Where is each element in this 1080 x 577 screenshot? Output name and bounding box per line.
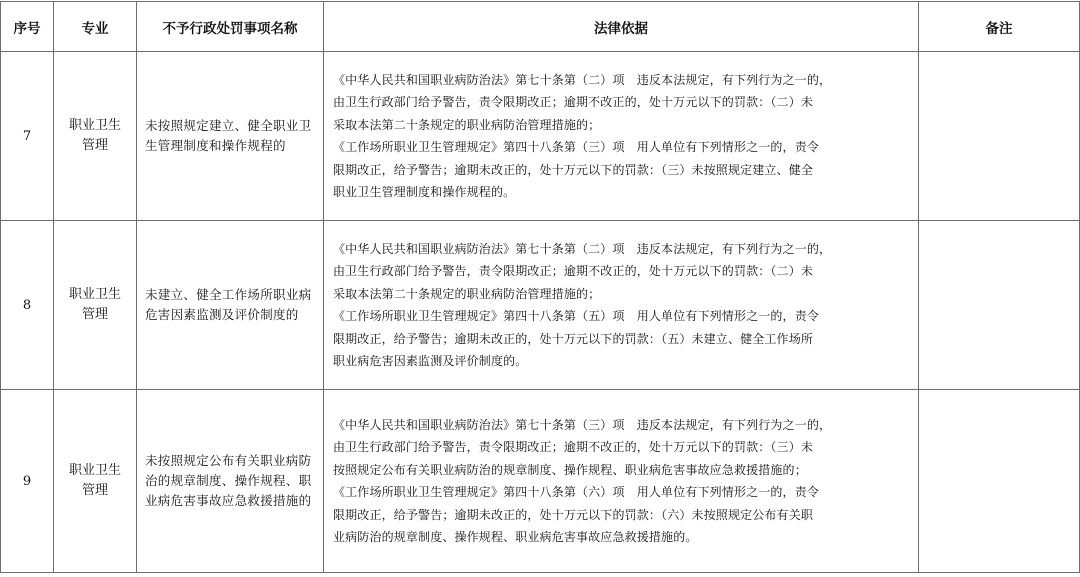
- row-legal-basis: [324, 390, 919, 573]
- header-note: 备注: [919, 2, 1080, 52]
- legal-basis-line: 《工作场所职业卫生管理规定》第四十八条第（三）项 用人单位有下列情形之一的，责令: [333, 140, 820, 154]
- header-row: [1, 2, 1080, 52]
- legal-basis-line: 由卫生行政部门给予警告，责令限期改正；逾期不改正的，处十万元以下的罚款：（二）未: [333, 95, 814, 109]
- row-number: 9: [1, 390, 54, 573]
- legal-basis-line: 由卫生行政部门给予警告，责令限期改正；逾期不改正的，处十万元以下的罚款：（二）未: [333, 264, 814, 278]
- legal-basis-line: 按照规定公布有关职业病防治的规章制度、操作规程、职业病危害事故应急救援措施的；: [333, 462, 807, 477]
- table-row: [1, 221, 1080, 390]
- penalty-exemption-table: [0, 1, 1080, 573]
- legal-basis-line: 采取本法第二十条规定的职业病防治管理措施的；: [333, 286, 601, 301]
- header-law: 法律依据: [324, 2, 919, 52]
- row-category: 职业卫生管理: [54, 390, 137, 573]
- row-item-name: 未按照规定建立、健全职业卫生管理制度和操作规程的: [137, 52, 324, 221]
- legal-basis-line: 采取本法第二十条规定的职业病防治管理措施的；: [333, 117, 601, 132]
- row-item-name: 未按照规定公布有关职业病防治的规章制度、操作规程、职业病危害事故应急救援措施的: [137, 390, 324, 573]
- legal-basis-line: 《工作场所职业卫生管理规定》第四十八条第（五）项 用人单位有下列情形之一的，责令: [333, 309, 820, 323]
- legal-basis-line: 限期改正，给予警告；逾期未改正的，处十万元以下的罚款：（五）未建立、健全工作场所: [333, 331, 814, 346]
- row-item-name: 未建立、健全工作场所职业病危害因素监测及评价制度的: [137, 221, 324, 390]
- legal-basis-line: 由卫生行政部门给予警告，责令限期改正；逾期不改正的，处十万元以下的罚款：（三）未: [333, 440, 814, 454]
- legal-basis-line: 职业病危害因素监测及评价制度的。: [333, 354, 528, 368]
- row-category: 职业卫生管理: [54, 221, 137, 390]
- table-row: [1, 390, 1080, 573]
- legal-basis-line: 限期改正，给予警告；逾期未改正的，处十万元以下的罚款：（六）未按照规定公布有关职: [333, 507, 814, 522]
- row-note: [919, 221, 1080, 390]
- legal-basis-line: 《中华人民共和国职业病防治法》第七十条第（二）项 违反本法规定，有下列行为之一的，: [333, 241, 832, 256]
- header-item: 不予行政处罚事项名称: [137, 2, 324, 52]
- legal-basis-line: 限期改正，给予警告；逾期未改正的，处十万元以下的罚款：（三）未按照规定建立、健全: [333, 162, 814, 177]
- table-row: [1, 52, 1080, 221]
- row-number: 7: [1, 52, 54, 221]
- header-no: 序号: [1, 2, 54, 52]
- legal-basis-line: 《中华人民共和国职业病防治法》第七十条第（三）项 违反本法规定，有下列行为之一的，: [333, 417, 832, 432]
- legal-basis-line: 职业卫生管理制度和操作规程的。: [333, 185, 516, 199]
- row-category: 职业卫生管理: [54, 52, 137, 221]
- row-legal-basis: [324, 221, 919, 390]
- row-note: [919, 390, 1080, 573]
- header-category: 专业: [54, 2, 137, 52]
- legal-basis-line: 业病防治的规章制度、操作规程、职业病危害事故应急救援措施的。: [333, 530, 698, 544]
- legal-basis-line: 《中华人民共和国职业病防治法》第七十条第（二）项 违反本法规定，有下列行为之一的，: [333, 72, 832, 87]
- row-number: 8: [1, 221, 54, 390]
- legal-basis-line: 《工作场所职业卫生管理规定》第四十八条第（六）项 用人单位有下列情形之一的，责令: [333, 485, 820, 499]
- row-legal-basis: [324, 52, 919, 221]
- row-note: [919, 52, 1080, 221]
